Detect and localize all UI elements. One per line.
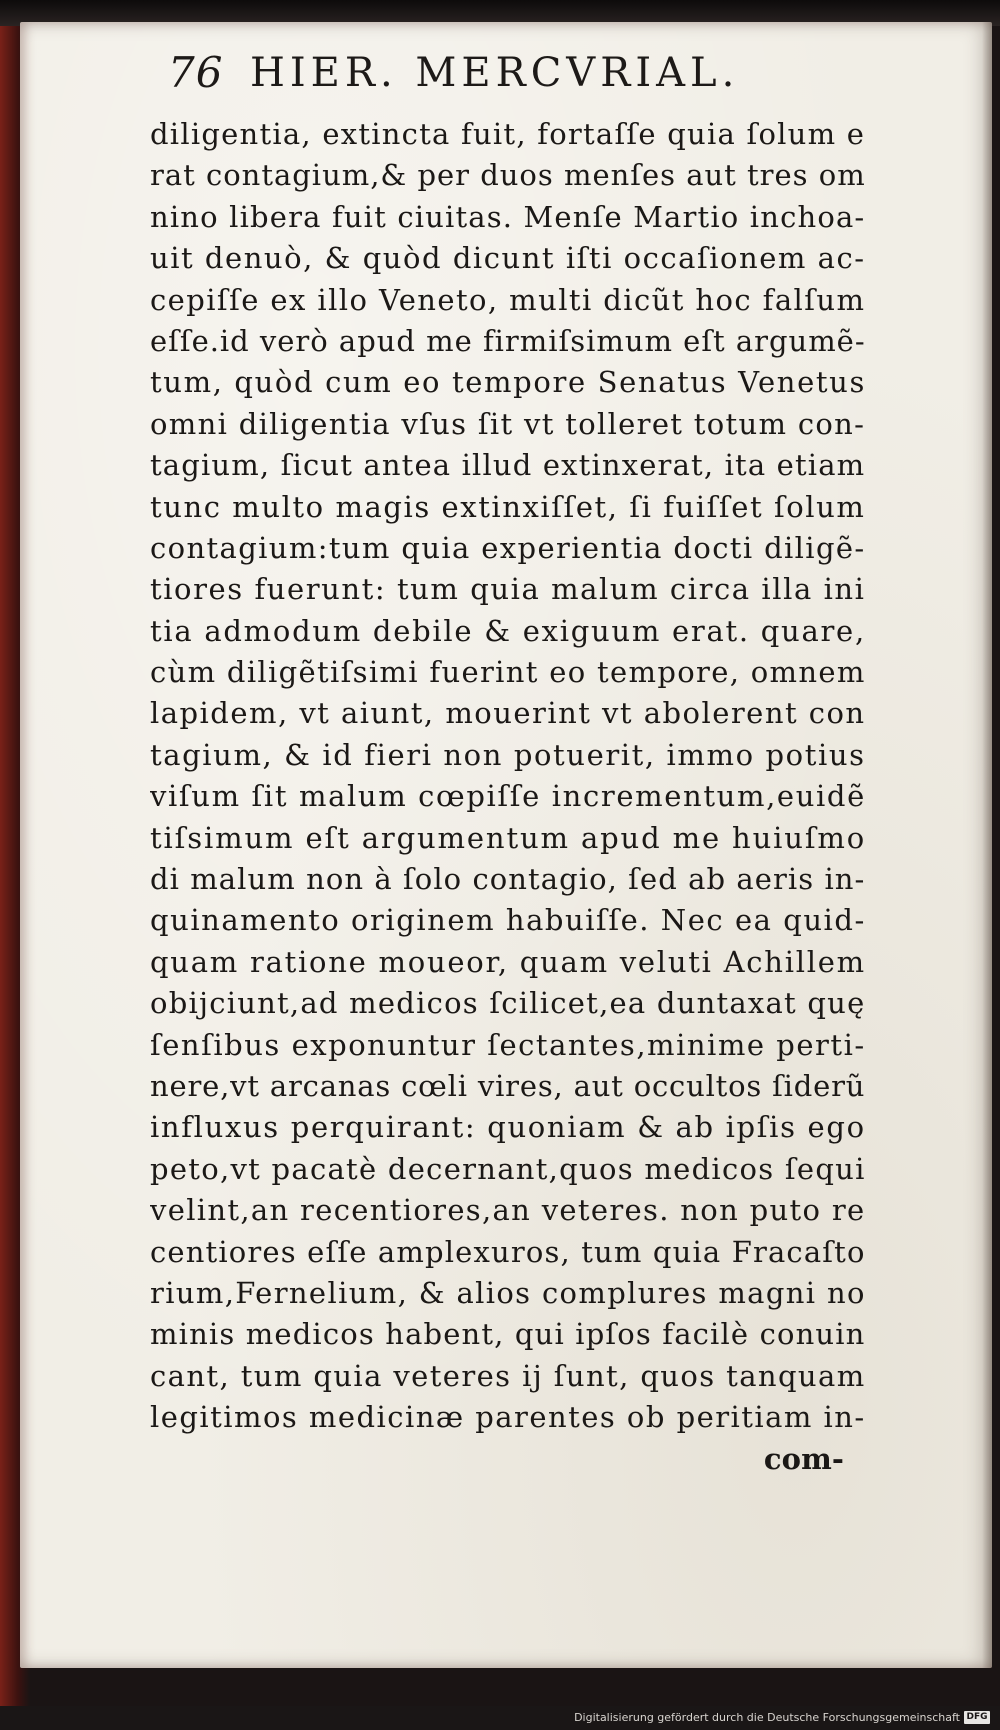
- text-line: obijciunt,ad medicos ſcilicet,ea duntaxat quę: [150, 986, 866, 1021]
- text-line: quinamento originem habuiſſe. Nec ea quid-: [150, 903, 866, 938]
- running-title: HIER. MERCVRIAL.: [250, 50, 740, 96]
- text-line: quam ratione moueor, quam veluti Achillem: [150, 944, 866, 979]
- footer-credit: Digitalisierung gefördert durch die Deutsche Forschungsgemeinschaft: [574, 1711, 960, 1724]
- text-line: legitimos medicinæ parentes ob peritiam in-: [150, 1400, 866, 1435]
- text-line: uit denuò, & quòd dicunt iſti occaſionem ac-: [150, 241, 866, 276]
- text-line: omni diligentia vſus ſit vt tolleret totum con-: [150, 406, 866, 441]
- text-line: nere,vt arcanas cœli vires, aut occultos ſiderũ: [150, 1068, 866, 1103]
- text-line: rium,Fernelium, & alios complures magni no: [150, 1275, 866, 1310]
- text-line: velint,an recentiores,an veteres. non puto re: [150, 1193, 866, 1228]
- text-line: influxus perquirant: quoniam & ab ipſis ego: [150, 1110, 866, 1145]
- page-number: 76: [168, 48, 224, 97]
- text-line: tia admodum debile & exiguum erat. quare,: [150, 613, 866, 648]
- text-line: minis medicos habent, qui ipſos facilè conuin: [150, 1317, 866, 1352]
- text-line: tiores fuerunt: tum quia malum circa illa ini: [150, 572, 866, 607]
- text-line: cepiſſe ex illo Veneto, multi dicũt hoc falſum: [150, 282, 866, 317]
- dfg-logo-icon: DFG: [964, 1711, 990, 1724]
- text-line: eſſe.id verò apud me firmiſsimum eſt argumẽ-: [150, 323, 866, 358]
- text-line: tunc multo magis extinxiſſet, ſi fuiſſet ſolum: [150, 489, 866, 524]
- text-line: diligentia, extincta fuit, fortaſſe quia ſolum e: [150, 117, 866, 151]
- text-line: di malum non à ſolo contagio, ſed ab aeris in-: [150, 862, 866, 897]
- page-edge-shadow: [982, 22, 992, 1668]
- text-line: tum, quòd cum eo tempore Senatus Venetus: [150, 365, 866, 400]
- text-line: cant, tum quia veteres ij ſunt, quos tanquam: [150, 1358, 866, 1393]
- text-line: rat contagium,& per duos menſes aut tres om: [150, 158, 866, 193]
- running-head: [168, 48, 858, 108]
- digitization-footer: [0, 1706, 1000, 1730]
- text-line: nino libera fuit ciuitas. Menſe Martio inchoa-: [150, 199, 866, 234]
- text-line: peto,vt pacatè decernant,quos medicos ſequi: [150, 1151, 866, 1186]
- text-line: tagium, & id fieri non potuerit, immo potius: [150, 737, 866, 772]
- text-line: contagium:tum quia experientia docti diligẽ-: [150, 530, 866, 565]
- text-line: ſenſibus exponuntur ſectantes,minime perti-: [150, 1027, 866, 1062]
- text-line: tagium, ſicut antea illud extinxerat, ita etiam: [150, 448, 866, 483]
- text-line: centiores eſſe amplexuros, tum quia Fracaſto: [150, 1234, 866, 1269]
- text-line: tiſsimum eſt argumentum apud me huiuſmo: [150, 820, 867, 855]
- text-line: cùm diligẽtiſsimi fuerint eo tempore, omnem: [150, 655, 866, 690]
- body-text: [150, 114, 870, 1480]
- text-line: viſum ſit malum cœpiſſe incrementum,euidẽ: [150, 779, 866, 814]
- catchword: com-: [763, 1441, 844, 1476]
- text-line: lapidem, vt aiunt, mouerint vt abolerent con: [150, 696, 866, 731]
